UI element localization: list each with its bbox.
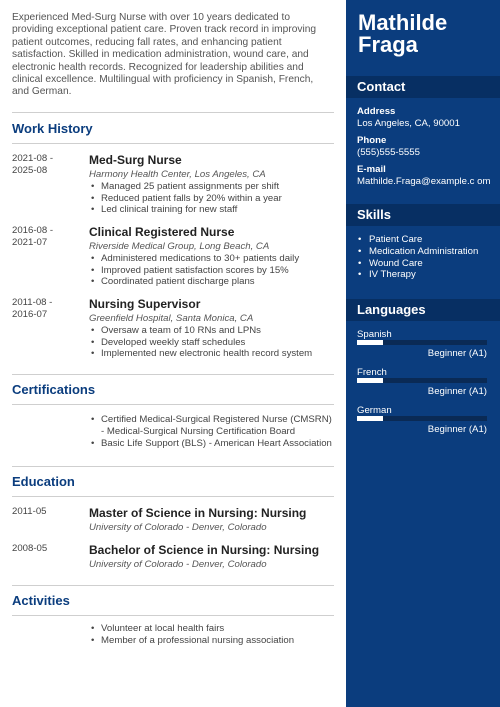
language-level: Beginner (A1)	[427, 348, 487, 360]
section-title-languages: Languages	[346, 299, 500, 321]
list-item: • Developed weekly staff schedules	[89, 337, 334, 349]
job-organization: Greenfield Hospital, Santa Monica, CA	[89, 313, 254, 325]
education-date: 2011-05	[12, 506, 47, 518]
job-organization: Harmony Health Center, Los Angeles, CA	[89, 168, 266, 180]
language-entry	[346, 329, 500, 360]
divider	[12, 112, 334, 113]
job-bullets	[89, 181, 334, 216]
job-title: Clinical Registered Nurse	[89, 224, 235, 239]
address-value: Los Angeles, CA, 90001	[357, 118, 460, 129]
divider	[12, 374, 334, 375]
section-title-certifications: Certifications	[12, 382, 96, 398]
section-title-contact: Contact	[346, 76, 500, 98]
section-title-work-history: Work History	[12, 120, 93, 136]
skills-list	[346, 234, 500, 281]
job-bullets	[89, 325, 334, 360]
section-title-skills: Skills	[346, 204, 500, 226]
language-proficiency-fill	[357, 378, 383, 383]
list-item: • Coordinated patient discharge plans	[89, 276, 334, 288]
divider	[12, 585, 334, 586]
divider	[12, 496, 334, 497]
job-dates: 2016-08 - 2021-07	[12, 224, 54, 248]
divider	[12, 143, 334, 144]
last-name: Fraga	[358, 32, 418, 57]
job-entry	[12, 297, 334, 360]
job-organization: Riverside Medical Group, Long Beach, CA	[89, 240, 270, 252]
divider	[12, 615, 334, 616]
job-title: Med-Surg Nurse	[89, 152, 182, 167]
language-proficiency-bar	[357, 378, 487, 383]
education-date: 2008-05	[12, 543, 48, 555]
section-title-education: Education	[12, 474, 75, 490]
professional-summary: Experienced Med-Surg Nurse with over 10 years dedicated to providing exceptional patient care. Proven track record in improving patient outcomes, reducing fall rates, and enhancing patient satisfaction. Skilled in medication administration, wound care, and electronic health records. Recognized for leadership abilities and clinical excellence. Multilingual with proficiency in Spanish, French, and German.	[12, 12, 317, 98]
phone-value: (555)555-5555	[357, 147, 420, 158]
list-item: • Implemented new electronic health record system	[89, 348, 334, 360]
list-item: • Member of a professional nursing association	[89, 635, 334, 647]
language-name: Spanish	[357, 329, 392, 341]
job-title: Nursing Supervisor	[89, 297, 201, 312]
list-item: • Basic Life Support (BLS) - American Heart Association	[89, 438, 334, 450]
activities-list	[89, 623, 334, 646]
first-name: Mathilde	[358, 10, 448, 35]
divider	[12, 466, 334, 467]
section-title-activities: Activities	[12, 593, 70, 609]
list-item: • Oversaw a team of 10 RNs and LPNs	[89, 325, 334, 337]
degree-title: Master of Science in Nursing: Nursing	[89, 506, 307, 521]
education-entry	[12, 543, 334, 571]
school-name: University of Colorado - Denver, Colorado	[89, 522, 267, 534]
language-entry	[346, 405, 500, 436]
language-level: Beginner (A1)	[427, 424, 487, 436]
certifications-list	[89, 414, 334, 449]
email-label: E-mail	[357, 164, 386, 175]
language-name: French	[357, 367, 387, 379]
language-level: Beginner (A1)	[427, 386, 487, 398]
language-entry	[346, 367, 500, 398]
skill-item: • IV Therapy	[357, 269, 500, 281]
sidebar	[346, 0, 500, 707]
job-bullets	[89, 253, 334, 288]
list-item: • Led clinical training for new staff	[89, 204, 334, 216]
job-entry	[12, 225, 334, 288]
job-dates: 2021-08 - 2025-08	[12, 152, 54, 176]
language-proficiency-bar	[357, 416, 487, 421]
list-item: • Managed 25 patient assignments per shift	[89, 181, 334, 193]
skill-item: • Wound Care	[357, 258, 500, 270]
education-entry	[12, 506, 334, 534]
language-proficiency-bar	[357, 340, 487, 345]
job-entry	[12, 153, 334, 216]
email-value: Mathilde.Fraga@example.c om	[357, 176, 491, 187]
degree-title: Bachelor of Science in Nursing: Nursing	[89, 543, 320, 558]
job-dates: 2011-08 - 2016-07	[12, 297, 53, 321]
school-name: University of Colorado - Denver, Colorado	[89, 559, 267, 571]
address-label: Address	[357, 106, 396, 117]
phone-label: Phone	[357, 135, 387, 146]
language-name: German	[357, 405, 392, 417]
list-item: • Improved patient satisfaction scores by 15%	[89, 265, 334, 277]
list-item: • Administered medications to 30+ patients daily	[89, 253, 334, 265]
skill-item: • Medication Administration	[357, 246, 500, 258]
list-item: • Volunteer at local health fairs	[89, 623, 334, 635]
divider	[12, 404, 334, 405]
language-proficiency-fill	[357, 416, 383, 421]
list-item: • Reduced patient falls by 20% within a year	[89, 193, 334, 205]
skill-item: • Patient Care	[357, 234, 500, 246]
candidate-name	[346, 0, 500, 56]
list-item: • Certified Medical-Surgical Registered Nurse (CMSRN) - Medical-Surgical Nursing Certification Board	[89, 414, 334, 437]
language-proficiency-fill	[357, 340, 383, 345]
